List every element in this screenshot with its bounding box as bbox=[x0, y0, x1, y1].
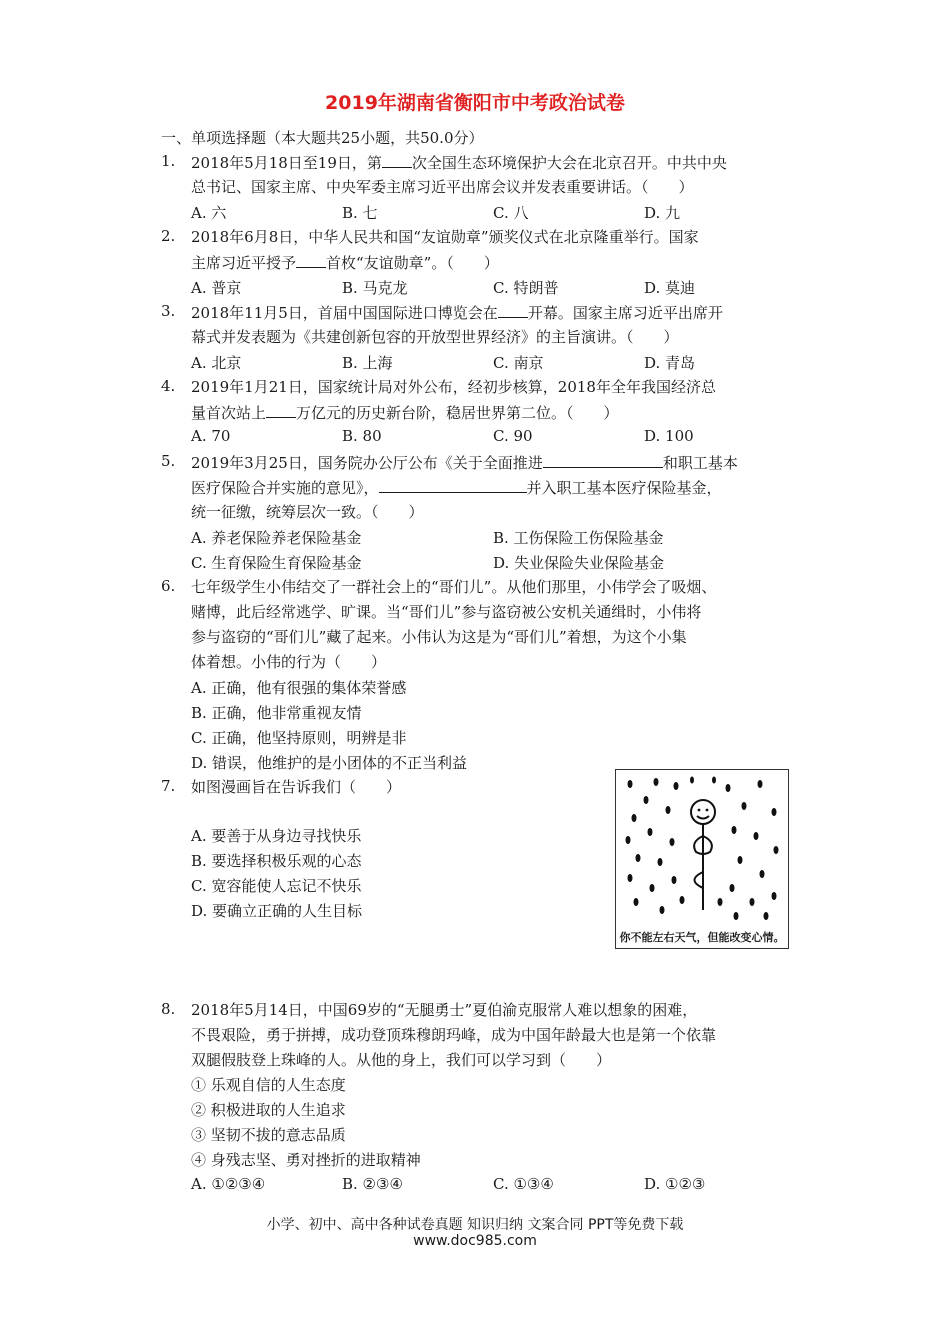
option-a: A. 普京 bbox=[191, 279, 242, 297]
question-number: 8. bbox=[161, 1000, 176, 1018]
option-d: D. 莫迪 bbox=[644, 279, 696, 297]
question-stem-line: 2019年1月21日，国家统计局对外公布，经初步核算，2018年全年我国经济总 bbox=[191, 378, 716, 396]
statement-item: ④ 身残志坚、勇对挫折的进取精神 bbox=[191, 1151, 421, 1169]
question-stem-line: 不畏艰险，勇于拼搏，成功登顶珠穆朗玛峰，成为中国年龄最大也是第一个依靠 bbox=[191, 1026, 717, 1044]
question-stem-line: 总书记、国家主席、中央军委主席习近平出席会议并发表重要讲话。（ ） bbox=[191, 178, 694, 196]
stem-text: 医疗保险合并实施的意见》， bbox=[191, 479, 379, 497]
question-number: 5. bbox=[161, 452, 176, 470]
stem-text: 万亿元的历史新台阶，稳居世界第二位。（ ） bbox=[296, 404, 619, 422]
question-stem-line bbox=[191, 452, 738, 473]
question-stem-line bbox=[191, 477, 722, 498]
stem-text: 并入职工基本医疗保险基金， bbox=[526, 479, 722, 497]
answer-blank bbox=[379, 477, 527, 493]
option-b: B. 工伤保险工伤保险基金 bbox=[493, 529, 664, 547]
option-a: A. 养老保险养老保险基金 bbox=[191, 529, 362, 547]
question-number: 4. bbox=[161, 377, 176, 395]
question-number: 3. bbox=[161, 302, 176, 320]
question-number: 1. bbox=[161, 152, 176, 170]
question-stem-line: 参与盗窃的“哥们儿”藏了起来。小伟认为这是为“哥们儿”着想，为这个小集 bbox=[191, 628, 687, 646]
question-stem-line: 双腿假肢登上珠峰的人。从他的身上，我们可以学习到（ ） bbox=[191, 1051, 612, 1069]
question-stem-line bbox=[191, 152, 727, 173]
question-stem-line: 体着想。小伟的行为（ ） bbox=[191, 653, 387, 671]
question-number: 2. bbox=[161, 227, 176, 245]
option-c: C. 八 bbox=[493, 204, 529, 222]
option-b: B. 要选择积极乐观的心态 bbox=[191, 852, 362, 870]
question-stem-line bbox=[191, 402, 619, 423]
option-c: C. 生育保险生育保险基金 bbox=[191, 554, 362, 572]
question-stem-line: 七年级学生小伟结交了一群社会上的“哥们儿”。从他们那里，小伟学会了吸烟、 bbox=[191, 578, 717, 596]
option-a: A. 正确，他有很强的集体荣誉感 bbox=[191, 679, 407, 697]
question-number: 7. bbox=[161, 777, 176, 795]
stem-text: 量首次站上 bbox=[191, 404, 267, 422]
page-title: 2019年湖南省衡阳市中考政治试卷 bbox=[325, 92, 625, 114]
answer-blank bbox=[296, 252, 326, 268]
rain-cartoon-illustration bbox=[616, 770, 789, 930]
option-b: B. ②③④ bbox=[342, 1175, 403, 1193]
stem-text: 次全国生态环境保护大会在北京召开。中共中央 bbox=[411, 154, 727, 172]
option-d: D. 要确立正确的人生目标 bbox=[191, 902, 363, 920]
stem-text: 2018年11月5日，首届中国国际进口博览会在 bbox=[191, 304, 498, 322]
option-b: B. 七 bbox=[342, 204, 378, 222]
question-stem-line: 2018年5月14日，中国69岁的“无腿勇士”夏伯渝克服常人难以想象的困难， bbox=[191, 1001, 698, 1019]
option-d: D. 青岛 bbox=[644, 354, 696, 372]
question-number: 6. bbox=[161, 577, 176, 595]
question-stem-line: 幕式并发表题为《共建创新包容的开放型世界经济》的主旨演讲。（ ） bbox=[191, 328, 679, 346]
section-heading: 一、单项选择题（本大题共25小题，共50.0分） bbox=[161, 129, 484, 147]
option-c: C. ①③④ bbox=[493, 1175, 554, 1193]
question-stem-line bbox=[191, 252, 499, 273]
option-b: B. 上海 bbox=[342, 354, 393, 372]
cartoon-caption: 你不能左右天气，但能改变心情。 bbox=[619, 931, 785, 944]
cartoon-image bbox=[615, 769, 789, 949]
statement-item: ② 积极进取的人生追求 bbox=[191, 1101, 346, 1119]
footer-url: www.doc985.com bbox=[413, 1233, 537, 1249]
statement-item: ① 乐观自信的人生态度 bbox=[191, 1076, 346, 1094]
stem-text: 首枚“友谊勋章”。（ ） bbox=[326, 254, 499, 272]
question-stem-line: 如图漫画旨在告诉我们（ ） bbox=[191, 778, 402, 796]
option-a: A. 北京 bbox=[191, 354, 242, 372]
option-d: D. ①②③ bbox=[644, 1175, 706, 1193]
option-a: A. 要善于从身边寻找快乐 bbox=[191, 827, 362, 845]
question-stem-line: 2018年6月8日，中华人民共和国“友谊勋章”颁奖仪式在北京隆重举行。国家 bbox=[191, 228, 699, 246]
option-d: D. 错误，他维护的是小团体的不正当利益 bbox=[191, 754, 468, 772]
question-stem-line: 赌博，此后经常逃学、旷课。当“哥们儿”参与盗窃被公安机关通缉时，小伟将 bbox=[191, 603, 702, 621]
option-c: C. 90 bbox=[493, 427, 533, 445]
option-c: C. 特朗普 bbox=[493, 279, 559, 297]
option-b: B. 正确，他非常重视友情 bbox=[191, 704, 362, 722]
stem-text: 2018年5月18日至19日，第 bbox=[191, 154, 382, 172]
option-c: C. 正确，他坚持原则，明辨是非 bbox=[191, 729, 407, 747]
option-b: B. 80 bbox=[342, 427, 382, 445]
option-c: C. 宽容能使人忘记不快乐 bbox=[191, 877, 362, 895]
answer-blank bbox=[382, 152, 412, 168]
question-stem-line bbox=[191, 302, 723, 323]
option-d: D. 100 bbox=[644, 427, 694, 445]
answer-blank bbox=[266, 402, 296, 418]
option-a: A. 70 bbox=[191, 427, 231, 445]
option-c: C. 南京 bbox=[493, 354, 544, 372]
footer-text: 小学、初中、高中各种试卷真题 知识归纳 文案合同 PPT等免费下载 bbox=[266, 1217, 684, 1233]
stem-text: 主席习近平授予 bbox=[191, 254, 297, 272]
option-d: D. 失业保险失业保险基金 bbox=[493, 554, 665, 572]
question-stem-line: 统一征缴，统筹层次一致。（ ） bbox=[191, 503, 424, 521]
statement-item: ③ 坚韧不拔的意志品质 bbox=[191, 1126, 346, 1144]
option-b: B. 马克龙 bbox=[342, 279, 408, 297]
stem-text: 和职工基本 bbox=[662, 454, 738, 472]
stem-text: 开幕。国家主席习近平出席开 bbox=[527, 304, 723, 322]
option-a: A. 六 bbox=[191, 204, 227, 222]
stem-text: 2019年3月25日，国务院办公厅公布《关于全面推进 bbox=[191, 454, 543, 472]
option-d: D. 九 bbox=[644, 204, 681, 222]
answer-blank bbox=[498, 302, 528, 318]
option-a: A. ①②③④ bbox=[191, 1175, 266, 1193]
answer-blank bbox=[543, 452, 663, 468]
